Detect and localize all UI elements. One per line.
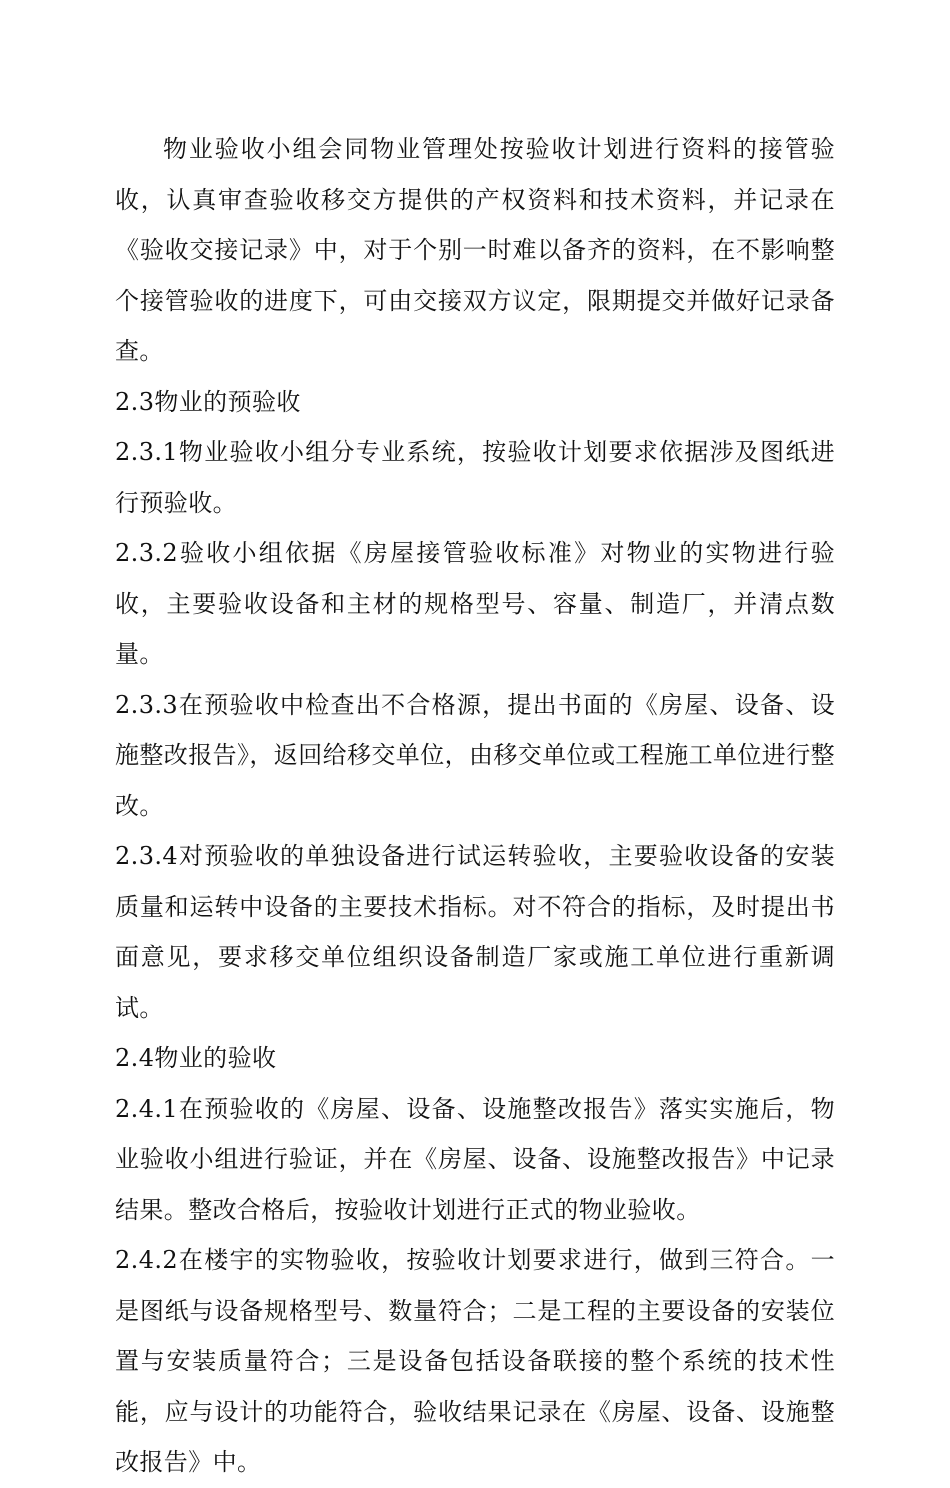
paragraph-2-4-2: 2.4.2在楼宇的实物验收，按验收计划要求进行，做到三符合。一是图纸与设备规格型号、数量符合；二是工程的主要设备的安装位置与安装质量符合；三是设备包括设备联接的整个系统的技术性能，应与设计的功能符合，验收结果记录在《房屋、设备、设施整改报告》中。: [115, 1246, 835, 1476]
paragraph-2-3-3: 2.3.3在预验收中检查出不合格源，提出书面的《房屋、设备、设施整改报告》，返回给移交单位，由移交单位或工程施工单位进行整改。: [115, 690, 835, 820]
paragraph-2-3-1: 2.3.1物业验收小组分专业系统，按验收计划要求依据涉及图纸进行预验收。: [115, 438, 835, 517]
paragraph-2-3-4: 2.3.4对预验收的单独设备进行试运转验收，主要验收设备的安装质量和运转中设备的主要技术指标。对不符合的指标，及时提出书面意见，要求移交单位组织设备制造厂家或施工单位进行重新调试。: [115, 842, 835, 1022]
section-heading-2-3: 2.3物业的预验收: [115, 387, 301, 416]
paragraph-intro: 物业验收小组会同物业管理处按验收计划进行资料的接管验收，认真审查验收移交方提供的产权资料和技术资料，并记录在《验收交接记录》中，对于个别一时难以备齐的资料，在不影响整个接管验收的进度下，可由交接双方议定，限期提交并做好记录备查。: [115, 135, 835, 365]
paragraph-2-3-2: 2.3.2验收小组依据《房屋接管验收标准》对物业的实物进行验收，主要验收设备和主材的规格型号、容量、制造厂，并清点数量。: [115, 539, 835, 668]
paragraph-2-4-1: 2.4.1在预验收的《房屋、设备、设施整改报告》落实实施后，物业验收小组进行验证，并在《房屋、设备、设施整改报告》中记录结果。整改合格后，按验收计划进行正式的物业验收。: [115, 1094, 835, 1224]
section-heading-2-4: 2.4物业的验收: [115, 1044, 277, 1072]
document-body: [115, 124, 835, 1488]
